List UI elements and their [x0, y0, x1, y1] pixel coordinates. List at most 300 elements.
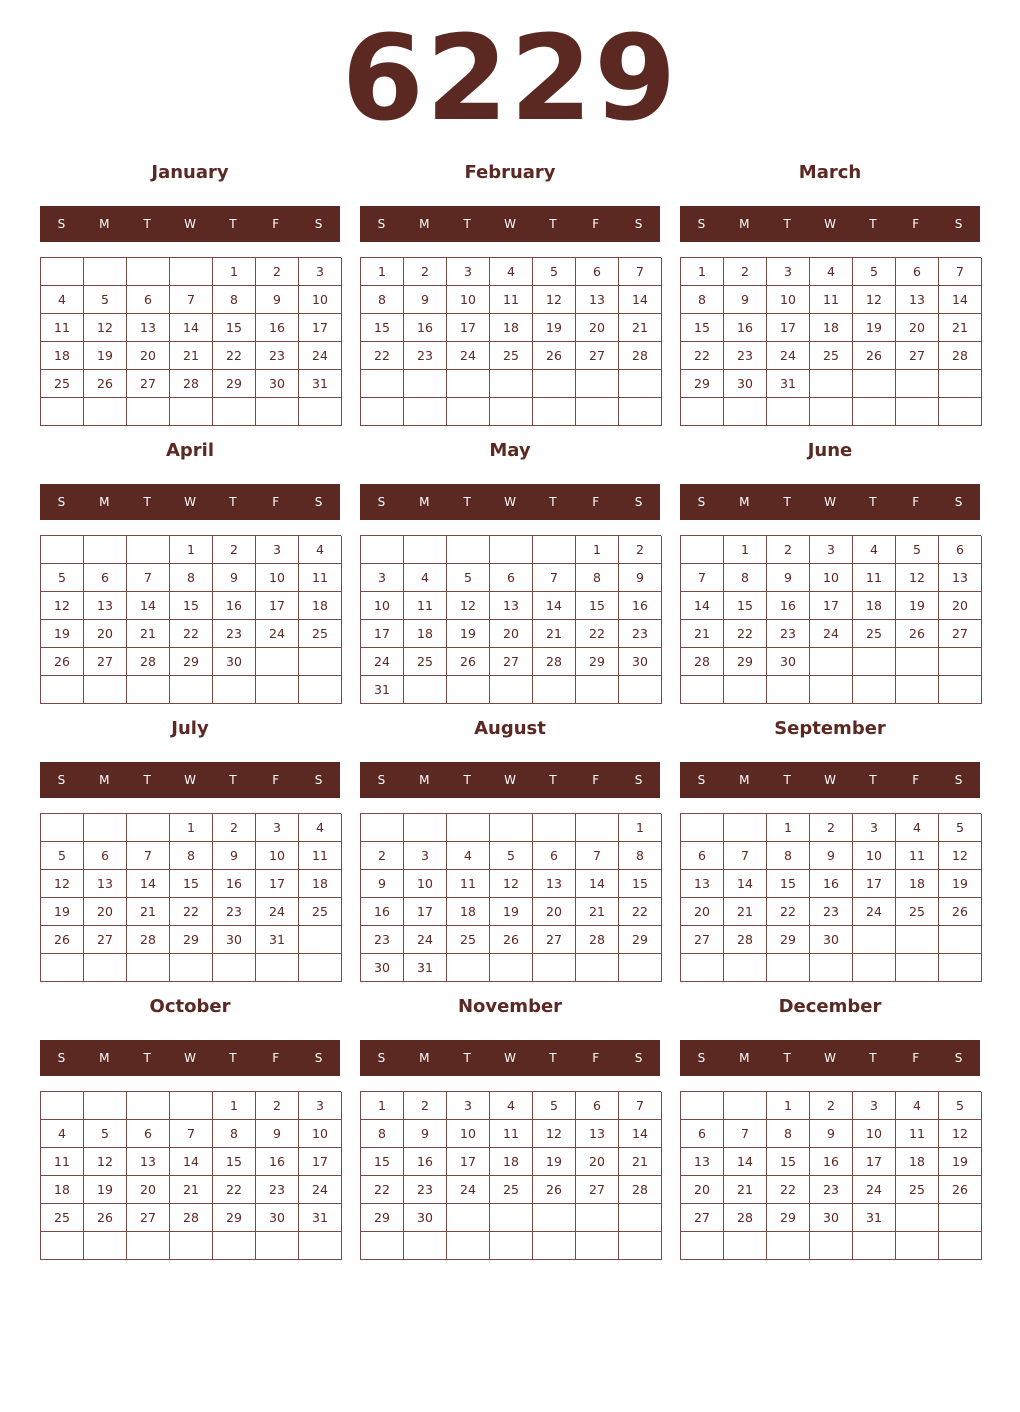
- day-cell: 22: [681, 342, 724, 370]
- day-cell: 9: [810, 1120, 853, 1148]
- day-cell: 12: [84, 1148, 127, 1176]
- day-cell: 9: [213, 842, 256, 870]
- empty-cell: [896, 1232, 939, 1260]
- weekday-label: F: [272, 217, 280, 231]
- day-cell: 28: [127, 926, 170, 954]
- month-name: March: [798, 162, 862, 183]
- weekday-label: S: [634, 1051, 643, 1065]
- empty-cell: [896, 398, 939, 426]
- day-cell: 17: [810, 592, 853, 620]
- day-cell: 16: [256, 1148, 299, 1176]
- weekday-label: W: [184, 773, 196, 787]
- day-cell: 30: [213, 926, 256, 954]
- day-cell: 30: [256, 1204, 299, 1232]
- empty-cell: [490, 370, 533, 398]
- empty-cell: [127, 954, 170, 982]
- day-cell: 13: [576, 1120, 619, 1148]
- month-name: June: [807, 440, 853, 461]
- empty-cell: [619, 370, 662, 398]
- empty-cell: [299, 954, 342, 982]
- day-cell: 19: [896, 592, 939, 620]
- day-cell: 24: [447, 342, 490, 370]
- day-cell: 3: [767, 258, 810, 286]
- empty-cell: [810, 676, 853, 704]
- day-cell: 24: [299, 342, 342, 370]
- day-cell: 19: [84, 1176, 127, 1204]
- year-title: 6229: [341, 9, 679, 147]
- empty-cell: [533, 676, 576, 704]
- day-cell: 23: [810, 898, 853, 926]
- day-cell: 21: [127, 898, 170, 926]
- day-cell: 16: [361, 898, 404, 926]
- day-cell: 28: [127, 648, 170, 676]
- empty-cell: [84, 258, 127, 286]
- day-cell: 12: [533, 286, 576, 314]
- weekday-label: W: [504, 1051, 516, 1065]
- weekday-header: [40, 1040, 340, 1076]
- empty-cell: [896, 954, 939, 982]
- month-name: April: [165, 440, 215, 461]
- weekday-label: S: [954, 1051, 963, 1065]
- day-cell: 31: [361, 676, 404, 704]
- empty-cell: [299, 676, 342, 704]
- day-cell: 6: [896, 258, 939, 286]
- day-cell: 23: [213, 620, 256, 648]
- empty-cell: [299, 1232, 342, 1260]
- day-cell: 15: [681, 314, 724, 342]
- weekday-label: W: [504, 495, 516, 509]
- empty-cell: [533, 398, 576, 426]
- day-cell: 31: [767, 370, 810, 398]
- day-cell: 6: [127, 286, 170, 314]
- day-cell: 30: [256, 370, 299, 398]
- day-cell: 27: [681, 926, 724, 954]
- day-cell: 25: [490, 1176, 533, 1204]
- day-cell: 26: [490, 926, 533, 954]
- day-cell: 31: [299, 1204, 342, 1232]
- day-cell: 7: [170, 286, 213, 314]
- day-cell: 12: [490, 870, 533, 898]
- day-cell: 27: [896, 342, 939, 370]
- day-cell: 7: [127, 564, 170, 592]
- day-cell: 30: [810, 1204, 853, 1232]
- day-cell: 28: [170, 370, 213, 398]
- empty-cell: [41, 1232, 84, 1260]
- day-cell: 18: [41, 1176, 84, 1204]
- empty-cell: [170, 1232, 213, 1260]
- day-cell: 23: [213, 898, 256, 926]
- day-cell: 8: [767, 1120, 810, 1148]
- weekday-label: T: [783, 773, 791, 787]
- empty-cell: [853, 676, 896, 704]
- day-cell: 17: [256, 592, 299, 620]
- day-cell: 20: [576, 314, 619, 342]
- day-cell: 24: [404, 926, 447, 954]
- day-cell: 16: [724, 314, 767, 342]
- day-cell: 21: [170, 342, 213, 370]
- empty-cell: [361, 536, 404, 564]
- day-cell: 5: [84, 1120, 127, 1148]
- month-name: January: [151, 162, 229, 183]
- weekday-label: W: [184, 217, 196, 231]
- empty-cell: [724, 676, 767, 704]
- empty-cell: [939, 648, 982, 676]
- weekday-label: F: [912, 1051, 920, 1065]
- day-cell: 11: [299, 564, 342, 592]
- day-cell: 29: [361, 1204, 404, 1232]
- weekday-label: T: [549, 217, 557, 231]
- day-cell: 3: [361, 564, 404, 592]
- day-cell: 29: [213, 1204, 256, 1232]
- day-cell: 23: [810, 1176, 853, 1204]
- day-cell: 21: [681, 620, 724, 648]
- day-cell: 1: [361, 1092, 404, 1120]
- day-cell: 25: [896, 898, 939, 926]
- month-name: May: [489, 440, 531, 461]
- day-cell: 15: [767, 1148, 810, 1176]
- day-cell: 8: [619, 842, 662, 870]
- empty-cell: [533, 814, 576, 842]
- day-cell: 20: [84, 620, 127, 648]
- day-cell: 17: [404, 898, 447, 926]
- day-cell: 24: [810, 620, 853, 648]
- empty-cell: [724, 1092, 767, 1120]
- weekday-label: S: [314, 773, 323, 787]
- day-cell: 27: [576, 342, 619, 370]
- empty-cell: [361, 370, 404, 398]
- empty-cell: [724, 954, 767, 982]
- day-cell: 10: [447, 286, 490, 314]
- day-cell: 2: [361, 842, 404, 870]
- empty-cell: [170, 1092, 213, 1120]
- empty-cell: [853, 1232, 896, 1260]
- day-cell: 29: [576, 648, 619, 676]
- day-cell: 6: [84, 842, 127, 870]
- empty-cell: [299, 648, 342, 676]
- day-cell: 24: [256, 898, 299, 926]
- day-cell: 13: [533, 870, 576, 898]
- weekday-label: S: [634, 217, 643, 231]
- day-cell: 15: [619, 870, 662, 898]
- day-cell: 26: [896, 620, 939, 648]
- empty-cell: [767, 398, 810, 426]
- empty-cell: [404, 398, 447, 426]
- day-cell: 3: [299, 1092, 342, 1120]
- day-cell: 4: [299, 814, 342, 842]
- day-cell: 14: [939, 286, 982, 314]
- day-cell: 7: [170, 1120, 213, 1148]
- day-cell: 23: [404, 342, 447, 370]
- day-cell: 12: [84, 314, 127, 342]
- day-cell: 1: [213, 1092, 256, 1120]
- empty-cell: [939, 398, 982, 426]
- empty-cell: [810, 1232, 853, 1260]
- empty-cell: [84, 1092, 127, 1120]
- weekday-label: S: [377, 217, 386, 231]
- day-cell: 25: [404, 648, 447, 676]
- day-cell: 22: [170, 898, 213, 926]
- day-cell: 7: [127, 842, 170, 870]
- day-cell: 23: [724, 342, 767, 370]
- day-cell: 21: [724, 898, 767, 926]
- day-grid: [40, 813, 341, 982]
- day-cell: 25: [810, 342, 853, 370]
- day-cell: 20: [84, 898, 127, 926]
- day-cell: 15: [170, 592, 213, 620]
- day-cell: 25: [41, 370, 84, 398]
- day-cell: 12: [939, 842, 982, 870]
- day-cell: 13: [681, 870, 724, 898]
- day-cell: 7: [576, 842, 619, 870]
- day-cell: 14: [170, 314, 213, 342]
- day-cell: 21: [576, 898, 619, 926]
- empty-cell: [41, 814, 84, 842]
- day-cell: 4: [490, 258, 533, 286]
- empty-cell: [361, 814, 404, 842]
- empty-cell: [256, 954, 299, 982]
- day-cell: 13: [127, 1148, 170, 1176]
- weekday-label: T: [549, 773, 557, 787]
- day-cell: 4: [810, 258, 853, 286]
- empty-cell: [576, 814, 619, 842]
- day-cell: 14: [127, 592, 170, 620]
- weekday-label: T: [143, 1051, 151, 1065]
- day-cell: 6: [939, 536, 982, 564]
- day-cell: 28: [724, 926, 767, 954]
- day-cell: 20: [681, 1176, 724, 1204]
- weekday-label: M: [739, 495, 750, 509]
- month-name: February: [464, 162, 556, 183]
- weekday-label: W: [824, 495, 836, 509]
- day-cell: 23: [256, 1176, 299, 1204]
- empty-cell: [533, 370, 576, 398]
- day-cell: 7: [533, 564, 576, 592]
- day-grid: [40, 535, 341, 704]
- day-cell: 28: [170, 1204, 213, 1232]
- day-cell: 20: [127, 1176, 170, 1204]
- empty-cell: [256, 648, 299, 676]
- day-cell: 9: [404, 286, 447, 314]
- empty-cell: [447, 676, 490, 704]
- weekday-label: F: [592, 495, 600, 509]
- day-cell: 22: [724, 620, 767, 648]
- day-cell: 17: [256, 870, 299, 898]
- day-cell: 29: [767, 926, 810, 954]
- day-cell: 30: [619, 648, 662, 676]
- day-cell: 2: [767, 536, 810, 564]
- weekday-label: T: [229, 217, 237, 231]
- day-cell: 10: [256, 564, 299, 592]
- day-cell: 18: [896, 1148, 939, 1176]
- day-cell: 19: [853, 314, 896, 342]
- empty-cell: [490, 1204, 533, 1232]
- day-cell: 15: [724, 592, 767, 620]
- day-cell: 6: [533, 842, 576, 870]
- day-cell: 21: [939, 314, 982, 342]
- day-cell: 30: [767, 648, 810, 676]
- weekday-header: [40, 762, 340, 798]
- day-cell: 27: [84, 648, 127, 676]
- day-cell: 5: [533, 258, 576, 286]
- day-cell: 16: [810, 870, 853, 898]
- day-cell: 8: [724, 564, 767, 592]
- empty-cell: [619, 954, 662, 982]
- day-cell: 24: [853, 898, 896, 926]
- day-cell: 4: [896, 1092, 939, 1120]
- day-cell: 14: [724, 870, 767, 898]
- day-cell: 26: [84, 370, 127, 398]
- day-cell: 29: [767, 1204, 810, 1232]
- empty-cell: [127, 536, 170, 564]
- day-cell: 6: [127, 1120, 170, 1148]
- day-cell: 1: [361, 258, 404, 286]
- empty-cell: [404, 536, 447, 564]
- day-cell: 2: [810, 1092, 853, 1120]
- empty-cell: [576, 370, 619, 398]
- day-cell: 29: [213, 370, 256, 398]
- weekday-label: S: [954, 773, 963, 787]
- empty-cell: [41, 536, 84, 564]
- day-cell: 5: [84, 286, 127, 314]
- day-cell: 14: [533, 592, 576, 620]
- weekday-label: W: [184, 1051, 196, 1065]
- weekday-header: [40, 484, 340, 520]
- day-cell: 11: [41, 1148, 84, 1176]
- day-cell: 26: [533, 342, 576, 370]
- day-cell: 26: [939, 898, 982, 926]
- weekday-header: [360, 1040, 660, 1076]
- day-cell: 21: [619, 1148, 662, 1176]
- weekday-label: F: [272, 1051, 280, 1065]
- day-cell: 8: [213, 1120, 256, 1148]
- empty-cell: [170, 398, 213, 426]
- day-cell: 19: [533, 1148, 576, 1176]
- day-cell: 16: [213, 870, 256, 898]
- empty-cell: [490, 536, 533, 564]
- empty-cell: [576, 954, 619, 982]
- day-cell: 3: [299, 258, 342, 286]
- day-grid: [40, 257, 341, 426]
- empty-cell: [127, 258, 170, 286]
- day-cell: 2: [404, 1092, 447, 1120]
- day-cell: 11: [896, 842, 939, 870]
- weekday-label: S: [314, 217, 323, 231]
- day-cell: 9: [767, 564, 810, 592]
- empty-cell: [896, 676, 939, 704]
- day-cell: 20: [127, 342, 170, 370]
- day-cell: 16: [767, 592, 810, 620]
- day-cell: 2: [256, 258, 299, 286]
- empty-cell: [767, 676, 810, 704]
- day-cell: 4: [853, 536, 896, 564]
- day-cell: 2: [256, 1092, 299, 1120]
- empty-cell: [404, 370, 447, 398]
- empty-cell: [447, 814, 490, 842]
- day-cell: 3: [853, 814, 896, 842]
- day-cell: 8: [213, 286, 256, 314]
- day-cell: 5: [533, 1092, 576, 1120]
- empty-cell: [576, 398, 619, 426]
- weekday-label: T: [463, 495, 471, 509]
- weekday-label: T: [463, 1051, 471, 1065]
- empty-cell: [724, 398, 767, 426]
- day-cell: 7: [619, 258, 662, 286]
- day-cell: 27: [127, 370, 170, 398]
- day-cell: 27: [939, 620, 982, 648]
- weekday-label: S: [377, 495, 386, 509]
- day-cell: 14: [576, 870, 619, 898]
- day-cell: 26: [853, 342, 896, 370]
- empty-cell: [170, 676, 213, 704]
- day-cell: 11: [404, 592, 447, 620]
- day-cell: 20: [576, 1148, 619, 1176]
- empty-cell: [896, 926, 939, 954]
- day-cell: 10: [853, 1120, 896, 1148]
- empty-cell: [853, 954, 896, 982]
- weekday-label: S: [314, 1051, 323, 1065]
- empty-cell: [619, 1204, 662, 1232]
- empty-cell: [576, 676, 619, 704]
- weekday-label: S: [954, 217, 963, 231]
- empty-cell: [84, 1232, 127, 1260]
- weekday-label: T: [783, 495, 791, 509]
- day-cell: 2: [213, 536, 256, 564]
- empty-cell: [404, 676, 447, 704]
- empty-cell: [41, 954, 84, 982]
- empty-cell: [853, 926, 896, 954]
- weekday-label: F: [272, 773, 280, 787]
- weekday-label: S: [57, 773, 66, 787]
- day-grid: [680, 1091, 981, 1260]
- empty-cell: [490, 1232, 533, 1260]
- weekday-label: W: [504, 773, 516, 787]
- day-cell: 13: [576, 286, 619, 314]
- weekday-label: T: [143, 773, 151, 787]
- day-cell: 31: [853, 1204, 896, 1232]
- day-cell: 30: [810, 926, 853, 954]
- day-cell: 6: [681, 842, 724, 870]
- day-grid: [360, 1091, 661, 1260]
- day-cell: 10: [447, 1120, 490, 1148]
- day-cell: 16: [619, 592, 662, 620]
- day-cell: 18: [853, 592, 896, 620]
- empty-cell: [853, 648, 896, 676]
- day-cell: 31: [256, 926, 299, 954]
- weekday-label: S: [57, 1051, 66, 1065]
- weekday-label: S: [377, 773, 386, 787]
- day-cell: 30: [361, 954, 404, 982]
- day-cell: 23: [619, 620, 662, 648]
- day-cell: 12: [896, 564, 939, 592]
- day-grid: [680, 813, 981, 982]
- day-cell: 10: [299, 286, 342, 314]
- weekday-label: T: [869, 495, 877, 509]
- day-cell: 2: [810, 814, 853, 842]
- day-cell: 11: [447, 870, 490, 898]
- day-cell: 29: [724, 648, 767, 676]
- empty-cell: [84, 536, 127, 564]
- empty-cell: [41, 1092, 84, 1120]
- day-cell: 13: [84, 592, 127, 620]
- empty-cell: [810, 954, 853, 982]
- weekday-header: [40, 206, 340, 242]
- day-cell: 23: [767, 620, 810, 648]
- day-cell: 24: [299, 1176, 342, 1204]
- day-cell: 28: [681, 648, 724, 676]
- day-cell: 19: [939, 870, 982, 898]
- day-cell: 10: [299, 1120, 342, 1148]
- empty-cell: [810, 370, 853, 398]
